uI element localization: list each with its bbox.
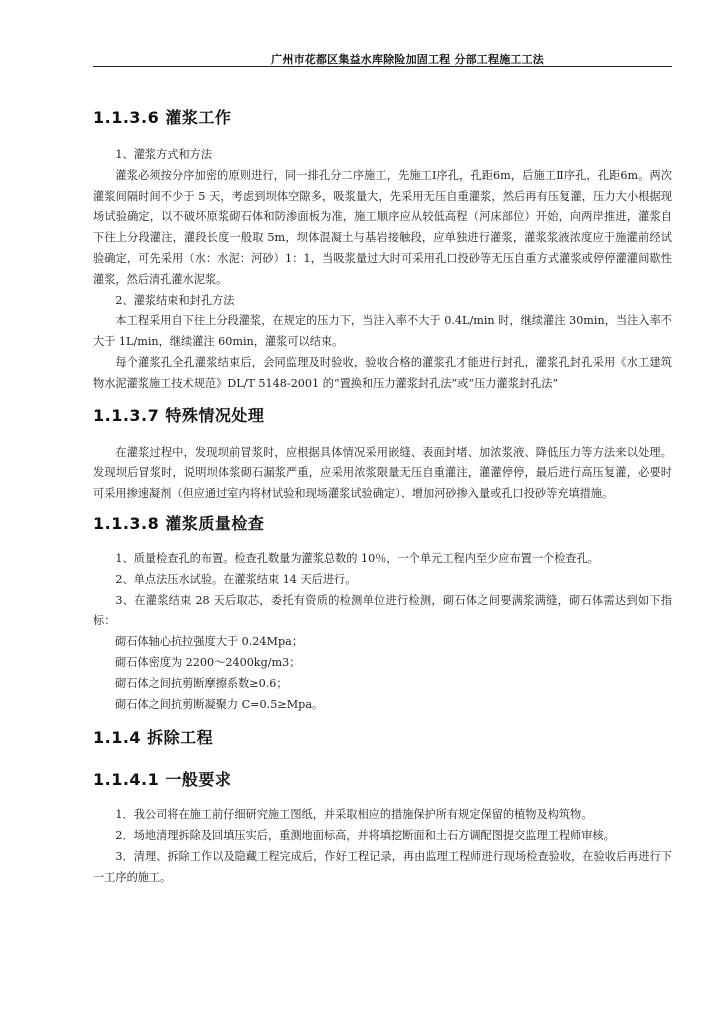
- heading-1-1-3-7: 1.1.3.7 特殊情况处理: [93, 405, 265, 425]
- spec-cohesion: 砌石体之间抗剪断凝聚力 C=0.5≥Mpa。: [115, 697, 324, 711]
- paragraph-check-holes: 1、质量检查孔的布置。检查孔数量为灌浆总数的 10％，一个单元工程内至少应布置一个检查孔。: [115, 551, 599, 565]
- heading-1-1-3-8: 1.1.3.8 灌浆质量检查: [93, 513, 265, 533]
- paragraph-water-test: 2、单点法压水试验。在灌浆结束 14 天后进行。: [115, 572, 357, 586]
- paragraph-grouting-end: 本工程采用自下往上分段灌浆，在规定的压力下，当注入率不大于 0.4L/min 时，继续灌注 30min，当注入率不大于 1L/min，继续灌注 60min，灌浆可以结束。: [93, 314, 672, 349]
- spec-density: 砌石体密度为 2200～2400kg/m3；: [115, 655, 301, 669]
- heading-1-1-4: 1.1.4 拆除工程: [93, 728, 214, 748]
- heading-1-1-4-1: 1.1.4.1 一般要求: [93, 770, 232, 790]
- paragraph-protect-structures: 1．我公司将在施工前仔细研究施工图纸，并采取相应的措施保护所有规定保留的植物及构筑物。: [115, 808, 593, 822]
- paragraph-special-cases: 在灌浆过程中，发现坝前冒浆时，应根据具体情况采用嵌缝、表面封堵、加浓浆液、降低压力等方法来以处理。发现坝后冒浆时，说明坝体浆砌石漏浆严重，应采用浓浆限量无压自重灌注，灌灌停停，最后进行高压复灌，必要时可采用掺速凝剂（但应通过室内将材试验和现场灌浆试验确定）、增加河砂掺入量或孔口投砂等充填措施。: [93, 445, 672, 501]
- paragraph-grouting-methods-title: 1、灌浆方式和方法: [115, 148, 213, 161]
- paragraph-grouting-methods: 灌浆必须按分序加密的原则进行，同一排孔分二序施工，先施工Ⅰ序孔，孔距6m，后施工Ⅱ序孔，孔距6m。两次灌浆间隔时间不少于 5 天，考虑到坝体空隙多，吸浆量大，先采用无压自重灌浆，然后再有压复灌，压力大小根据现场试验确定，以不破坏原浆砌石体和防渗面板为准，施工顺序应从较低高程（河床部位）开始，向两岸推进，灌浆自下往上分段灌注，灌段长度一般取 5m，坝体混凝土与基岩接触段，应单独进行灌浆，灌浆浆液浓度应于施灌前经试验确定，可先采用（水：水泥：河砂）1：1，当吸浆量过大时可采用孔口投砂等无压自重方式灌浆或停停灌灌间歇性灌浆，然后清孔灌水泥浆。: [93, 168, 672, 286]
- header-title: 广州市花都区集益水库除险加固工程 分部工程施工工法: [271, 53, 544, 66]
- paragraph-site-clearing: 2．场地清理拆除及回填压实后，重测地面标高，并将填挖断面和土石方调配图提交监理工程师审核。: [115, 829, 615, 843]
- spec-tensile-strength: 砌石体轴心抗拉强度大于 0.24Mpa；: [115, 635, 304, 649]
- paragraph-hole-sealing: 每个灌浆孔全孔灌浆结束后，会同监理及时验收，验收合格的灌浆孔才能进行封孔，灌浆孔封孔采用《水工建筑物水泥灌浆施工技术规范》DL/T 5148-2001 的“置换和压力灌浆封孔法”或“压力灌浆封孔法”: [93, 355, 672, 390]
- document-body: [93, 105, 672, 889]
- heading-1-1-3-6: 1.1.3.6 灌浆工作: [93, 108, 232, 127]
- page-header: [93, 48, 672, 67]
- paragraph-core-sampling: 3、在灌浆结束 28 天后取芯，委托有资质的检测单位进行检测，砌石体之间要满浆满缝，砌石体需达到如下指标：: [93, 593, 672, 628]
- paragraph-inspection: 3．清理、拆除工作以及隐藏工程完成后，作好工程记录，再由监理工程师进行现场检查验收，在验收后再进行下一工序的施工。: [93, 849, 672, 884]
- paragraph-grouting-end-title: 2、灌浆结束和封孔方法: [115, 293, 235, 307]
- spec-friction: 砌石体之间抗剪断摩擦系数≥0.6；: [115, 676, 288, 690]
